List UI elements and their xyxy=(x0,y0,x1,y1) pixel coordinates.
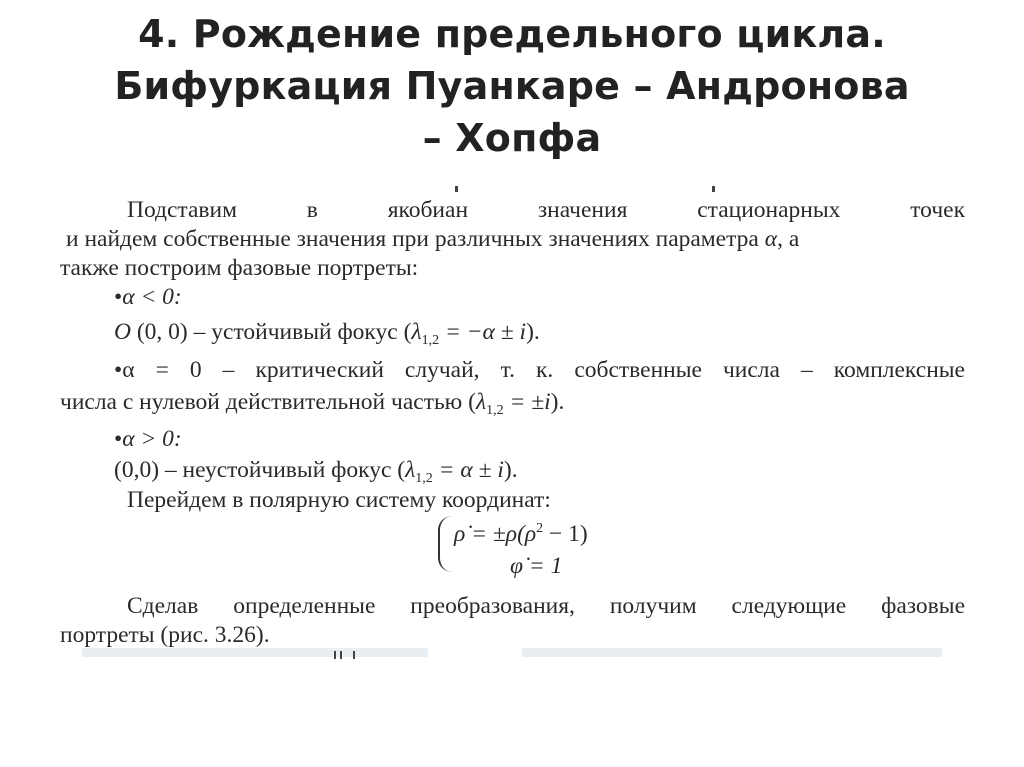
case-2-line-2-text: числа с нулевой действительной частью ( xyxy=(60,389,476,415)
eigenvalue-expression: = α ± i xyxy=(432,457,504,483)
lambda-symbol: λ xyxy=(475,389,487,415)
description-text: (0, 0) – устойчивый фокус ( xyxy=(130,319,412,345)
title-line-1: 4. Рождение предельного цикла. xyxy=(138,12,886,56)
case-3-condition xyxy=(114,425,182,453)
scan-artifact xyxy=(340,651,342,659)
description-text: (0,0) – неустойчивый фокус ( xyxy=(114,457,406,483)
lambda-subscript: 1,2 xyxy=(415,471,433,486)
bullet: • xyxy=(114,357,123,383)
case-2-line-1 xyxy=(114,356,965,384)
closing-paren: ). xyxy=(526,319,540,345)
scan-artifact xyxy=(455,186,458,192)
case-2-text: α = 0 – критический случай, т. к. собственные числа – комплексные xyxy=(122,357,965,383)
intro-line-1: Подставим в якобиан значения стационарных точек xyxy=(127,197,965,223)
condition-text: α < 0: xyxy=(122,284,182,310)
equation-1-end: − 1) xyxy=(543,521,588,547)
outro-line-1: Сделав определенные преобразования, получим следующие фазовые xyxy=(127,593,965,619)
lambda-symbol: λ xyxy=(411,319,422,345)
bullet: • xyxy=(114,426,123,452)
case-2-line-2 xyxy=(60,388,564,416)
scanned-text-block xyxy=(52,190,967,660)
lambda-subscript: 1,2 xyxy=(421,333,440,348)
case-1-condition xyxy=(114,283,182,311)
title-line-2: Бифуркация Пуанкаре – Андронова xyxy=(114,64,910,108)
scan-strip xyxy=(82,648,428,657)
case-1-description xyxy=(114,318,540,346)
bullet: • xyxy=(114,284,123,310)
scan-strip xyxy=(522,648,942,657)
lambda-subscript: 1,2 xyxy=(486,403,504,418)
title-line-3: – Хопфа xyxy=(422,116,602,160)
intro-line-3: также построим фазовые портреты: xyxy=(60,255,419,281)
eigenvalue-expression: = −α ± i xyxy=(439,319,527,345)
lambda-symbol: λ xyxy=(405,457,416,483)
system-brace xyxy=(438,516,454,572)
point-label: O xyxy=(114,319,131,345)
alpha-symbol: α xyxy=(764,226,778,252)
eigenvalue-expression: = ±i xyxy=(503,389,551,415)
intro-line-2-end: , а xyxy=(777,226,800,252)
polar-intro: Перейдем в полярную систему координат: xyxy=(127,487,551,513)
condition-text: α > 0: xyxy=(122,426,182,452)
slide-title xyxy=(40,8,984,164)
scan-artifact xyxy=(353,651,355,659)
closing-paren: ). xyxy=(503,457,518,483)
intro-line-2-text: и найдем собственные значения при различных значениях параметра xyxy=(66,226,765,252)
equation-1-rhs: = ±ρ(ρ xyxy=(465,521,537,547)
scan-artifact xyxy=(712,186,715,192)
equation-2: φ̇ = 1 xyxy=(510,553,563,579)
rho-dot: ρ̇ xyxy=(454,521,466,547)
equation-1 xyxy=(454,520,588,548)
intro-line-2 xyxy=(66,225,799,253)
case-3-description xyxy=(114,456,518,484)
outro-line-2: портреты (рис. 3.26). xyxy=(60,622,270,648)
scan-artifact xyxy=(334,651,336,659)
rho-exponent: 2 xyxy=(536,521,544,536)
closing-paren: ). xyxy=(550,389,565,415)
